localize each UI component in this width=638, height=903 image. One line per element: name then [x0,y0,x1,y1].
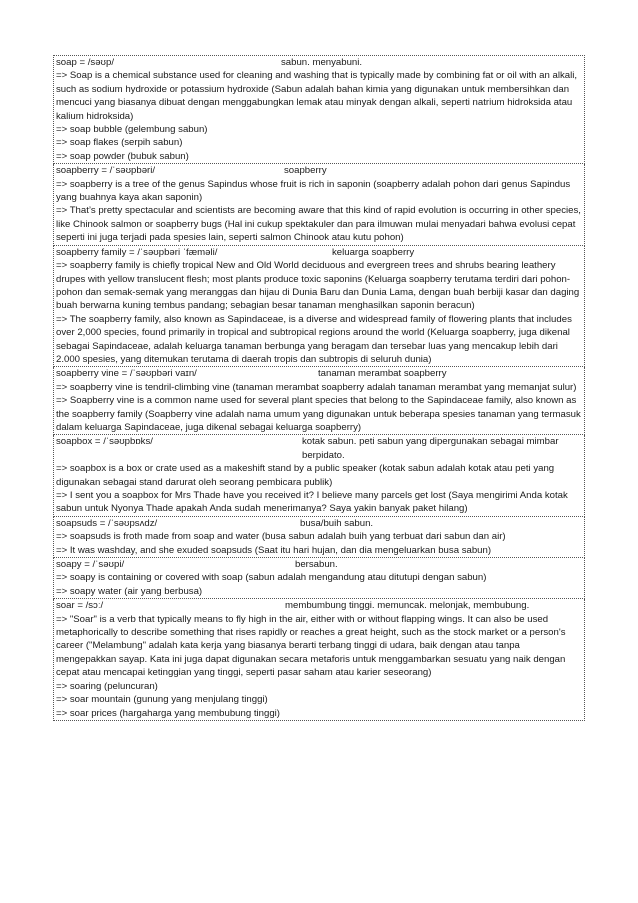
dictionary-entry [53,435,585,516]
translation: membumbung tinggi. memuncak. melonjak, membubung. [285,600,530,612]
translation: soapberry [284,165,327,177]
entry-heading [56,517,582,530]
entry-heading [56,164,582,177]
entry-line: => The soapberry family, also known as Sapindaceae, is a diverse and widespread family of flowering plants that includes over 2,000 species, found primarily in tropical and subtropical regions around the world (Keluarga soapberry, juga dikenal sebagai Sapindaceae, adalah keluarga tanaman berbunga yang beragam dan tersebar luas yang mencakup lebih dari 2.000 spesies, yang ditemukan terutama di daerah tropis dan subtropis di seluruh dunia) [56,313,572,365]
entry-line: => soaring (peluncuran) [56,680,158,692]
headword-pronunciation: soapberry = /ˈsəʊpbəri/ [56,165,156,177]
entry-line: => soapberry is a tree of the genus Sapindus whose fruit is rich in saponin (soapberry adalah pohon dari genus Sapindus yang buahnya kaya akan saponin) [56,178,571,204]
entry-line: => soap powder (bubuk sabun) [56,150,189,162]
dictionary-entry [53,246,585,368]
translation: busa/buih sabun. [300,517,374,529]
entry-line: => It was washday, and she exuded soapsuds (Saat itu hari hujan, dan dia mengeluarkan busa sabun) [56,544,492,556]
dictionary-entry [53,558,585,599]
entry-heading [56,56,582,69]
entry-line: => soapsuds is froth made from soap and water (busa sabun adalah buih yang terbuat dari sabun dan air) [56,531,506,543]
dictionary-entry [53,517,585,558]
entry-heading [56,246,582,259]
translation: tanaman merambat soapberry [318,368,447,380]
headword-pronunciation: soapberry family = /ˈsəʊpbəri ˈfæməli/ [56,246,218,258]
translation: sabun. menyabuni. [281,57,363,68]
dictionary-entry [53,55,585,164]
headword-pronunciation: soar = /sɔː/ [56,600,104,612]
entry-line: => soapy water (air yang berbusa) [56,585,203,597]
entry-heading [56,558,582,571]
entry-heading [56,599,582,612]
dictionary-entry [53,367,585,435]
entry-line: => soapberry vine is tendril-climbing vine (tanaman merambat soapberry adalah tanaman merambat yang memanjat sulur) [56,381,577,393]
headword-pronunciation: soap = /səʊp/ [56,57,114,68]
entry-line: => soar prices (hargaharga yang membubung tinggi) [56,707,280,719]
entry-line: => soapberry family is chiefly tropical New and Old World deciduous and evergreen trees and shrubs bearing leathery drupes with yellow translucent flesh; most plants produce toxic saponins (Keluarga soapberry terutama terdiri dari pohon-pohon dan semak-semak yang meranggas dan hijau di Dunia Baru dan Dunia Lama, dengan buah berbiji kasar dan daging buah berwarna kuning tembus pandang; sebagian besar tanaman menghasilkan saponin beracun) [56,260,580,312]
headword-pronunciation: soapberry vine = /ˈsəʊpbəri vaɪn/ [56,368,197,380]
headword-pronunciation: soapsuds = /ˈsəʊpsʌdz/ [56,517,158,529]
headword-pronunciation: soapbox = /ˈsəʊpbɒks/ [56,436,153,448]
entry-line: => Soap is a chemical substance used for cleaning and washing that is typically made by combining fat or oil with an alkali, such as sodium hydroxide or potassium hydroxide (Sabun adalah bahan kimia yang digunakan untuk membersihkan dan mencuci yang biasanya dibuat dengan menggabungkan lemak atau minyak dengan alkali, seperti natrium hidroksida atau kalium hidroksida) [56,70,578,122]
entry-line: => Soapberry vine is a common name used for several plant species that belong to the Sapindaceae family, also known as the soapberry family (Soapberry vine adalah nama umum yang digunakan untuk beberapa spesies tanaman yang termasuk dalam keluarga Sapindaceae, juga dikenal sebagai keluarga soapberry) [56,395,581,433]
entry-line: => I sent you a soapbox for Mrs Thade have you received it? I believe many parcels get lost (Saya mengirimi Anda kotak sabun untuk Nyonya Thade apakah Anda sudah menerimanya? Saya yakin banyak paket hilang) [56,490,568,515]
entry-line: => soap bubble (gelembung sabun) [56,124,208,136]
entry-line: => soar mountain (gunung yang menjulang tinggi) [56,694,268,706]
dictionary-page [53,55,585,721]
entry-heading [56,367,582,380]
translation: kotak sabun. peti sabun yang dipergunakan sebagai mimbar berpidato. [302,436,559,461]
entry-line: => soapbox is a box or crate used as a makeshift stand by a public speaker (kotak sabun adalah kotak atau peti yang digunakan sebagai stand darurat oleh seorang pembicara publik) [56,463,555,488]
entry-line: => That’s pretty spectacular and scientists are becoming aware that this kind of rapid evolution is occurring in other species, like Chinook salmon or soapberry bugs (Hal ini cukup spektakuler dan para ilmuwan mulai menyadari bahwa evolusi cepat seperti ini juga terjadi pada spesies lain, seperti salmon Chinook atau kutu pohon) [56,205,581,244]
translation: keluarga soapberry [332,246,415,258]
entry-line: => "Soar" is a verb that typically means to fly high in the air, either with or without flapping wings. It can also be used metaphorically to describe something that rises rapidly or reaches a great height, such as the stock market or a person's career ("Melambung" adalah kata kerja yang biasanya berarti terbang tinggi di udara, baik dengan atau tanpa mengepakkan sayap. Kata ini juga dapat digunakan secara metaforis untuk menggambarkan sesuatu yang naik dengan cepat atau mencapai ketinggian yang tinggi, seperti pasar saham atau karier seseorang) [56,613,566,679]
entry-line: => soapy is containing or covered with soap (sabun adalah mengandung atau ditutupi dengan sabun) [56,572,487,584]
dictionary-entry [53,164,585,245]
translation: bersabun. [295,559,338,571]
headword-pronunciation: soapy = /ˈsəʊpi/ [56,559,125,571]
entry-heading [56,435,582,462]
dictionary-entry [53,599,585,721]
entry-line: => soap flakes (serpih sabun) [56,137,183,149]
